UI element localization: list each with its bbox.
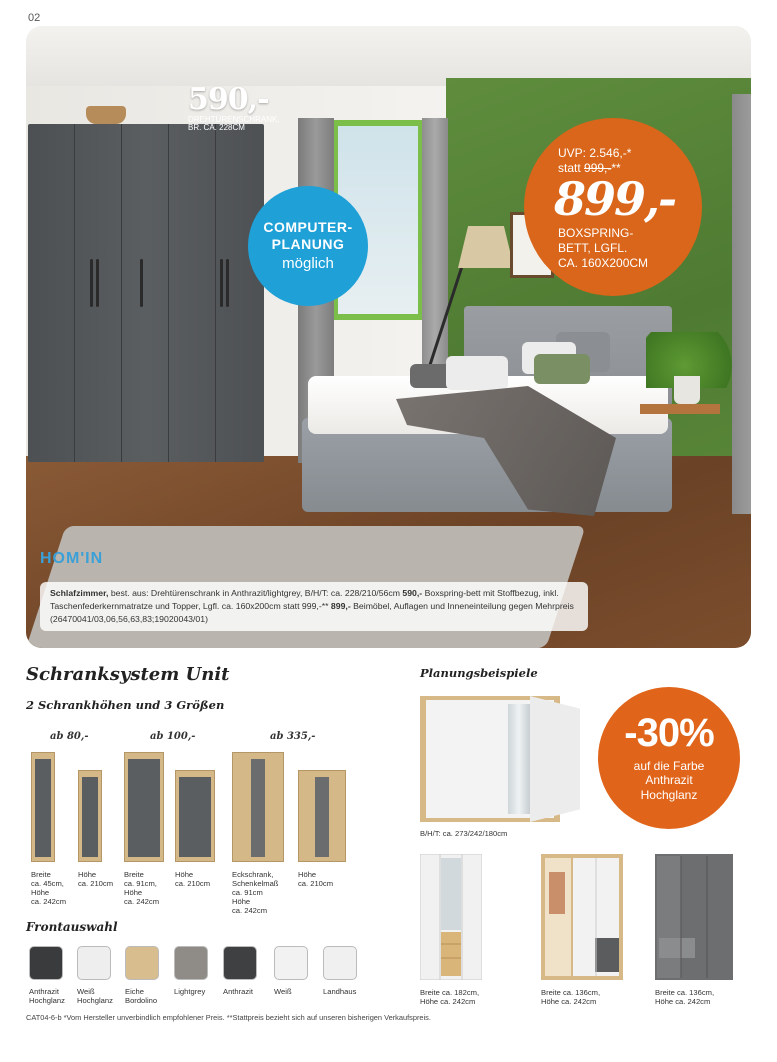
cabinet-label: Eckschrank, Schenkelmaß ca. 91cm Höhe ca. 242cm — [232, 870, 279, 916]
cabinet-image — [78, 770, 102, 862]
side-table — [640, 404, 720, 414]
discount-percent: -30% — [624, 711, 714, 755]
discount-badge: -30% auf die Farbe Anthrazit Hochglanz — [598, 687, 740, 829]
corner-cabinet-image — [232, 752, 284, 862]
uvp-price: UVP: 2.546,-* — [558, 146, 632, 160]
wardrobe-price-tag — [188, 82, 280, 133]
cabinet-label: Breite ca. 91cm, Höhe ca. 242cm — [124, 870, 160, 907]
cabinet-label: Höhe ca. 210cm — [298, 870, 334, 889]
wardrobe-example-image — [541, 854, 623, 980]
color-swatch — [223, 946, 257, 980]
price-from: ab 100,- — [150, 731, 196, 742]
swatch-label: Weiß Hochglanz — [77, 987, 113, 1006]
cabinet-label: Breite ca. 45cm, Höhe ca. 242cm — [31, 870, 67, 907]
basket — [86, 106, 126, 124]
color-swatch — [274, 946, 308, 980]
example-label: Breite ca. 182cm, Höhe ca. 242cm — [420, 988, 480, 1007]
wardrobe-example-image — [655, 854, 733, 980]
computer-planning-badge: COMPUTER- PLANUNG möglich — [248, 186, 368, 306]
bed-price: 899,- — [554, 172, 676, 226]
section-subtitle-sizes: 2 Schrankhöhen und 3 Größen — [26, 698, 225, 712]
price-from: ab 80,- — [50, 731, 89, 742]
swatch-label: Landhaus — [323, 987, 357, 996]
planning-main-label: B/H/T: ca. 273/242/180cm — [420, 829, 508, 838]
wardrobe-price: 590,- — [188, 82, 269, 117]
wardrobe-example-image — [420, 854, 482, 980]
swatch-label: Anthrazit Hochglanz — [29, 987, 65, 1006]
example-label: Breite ca. 136cm, Höhe ca. 242cm — [541, 988, 601, 1007]
hero-photo — [26, 26, 751, 648]
curtain — [732, 94, 751, 514]
swatch-label: Eiche Bordolino — [125, 987, 158, 1006]
color-swatch — [174, 946, 208, 980]
color-swatch — [29, 946, 63, 980]
bed-price-badge: UVP: 2.546,-* statt 999,-** 899,- BOXSPRING- BETT, LGFL. CA. 160X200CM — [524, 118, 702, 296]
section-title-system: Schranksystem Unit — [26, 664, 230, 685]
cabinet-label: Höhe ca. 210cm — [175, 870, 211, 889]
footnote: CAT04-6-b *Vom Hersteller unverbindlich empfohlener Preis. **Stattpreis bezieht sich auf unseren bisherigen Verkaufspreis. — [26, 1013, 431, 1022]
cabinet-label: Höhe ca. 210cm — [78, 870, 114, 889]
cabinet-image — [175, 770, 215, 862]
section-title-planning: Planungsbeispiele — [420, 666, 538, 680]
color-swatch — [125, 946, 159, 980]
product-caption: Schlafzimmer, best. aus: Drehtürenschrank in Anthrazit/lightgrey, B/H/T: ca. 228/210/56cm 590,- Boxspring-bett mit Stoffbezug, inkl. Taschenfederkernmatratze und Topper, Lgfl. ca. 160x200cm statt 999,-** 899,- Beimöbel, Auflagen und Inneneinteilung gegen Mehrpreis (26470041/03,06,56,63,83;19020043/01) — [40, 582, 588, 631]
price-from: ab 335,- — [270, 731, 316, 742]
swatch-label: Weiß — [274, 987, 292, 996]
color-swatch — [323, 946, 357, 980]
corner-cabinet-image — [298, 770, 346, 862]
swatch-label: Lightgrey — [174, 987, 206, 996]
wardrobe-desc: DREHTÜRENSCHRANK, — [188, 115, 280, 124]
happy-pillow — [446, 356, 508, 390]
corner-wardrobe-image — [420, 696, 580, 822]
wardrobe-image — [28, 124, 264, 462]
page-number: 02 — [28, 12, 41, 24]
brand-logo: HOM'IN — [40, 550, 104, 567]
example-label: Breite ca. 136cm, Höhe ca. 242cm — [655, 988, 715, 1007]
color-swatch — [77, 946, 111, 980]
statt-price: statt 999,-** — [558, 161, 621, 175]
wardrobe-desc: BR. CA. 228CM — [188, 123, 245, 132]
cabinet-image — [31, 752, 55, 862]
section-title-fronts: Frontauswahl — [26, 920, 118, 934]
cabinet-image — [124, 752, 164, 862]
swatch-label: Anthrazit — [223, 987, 253, 996]
